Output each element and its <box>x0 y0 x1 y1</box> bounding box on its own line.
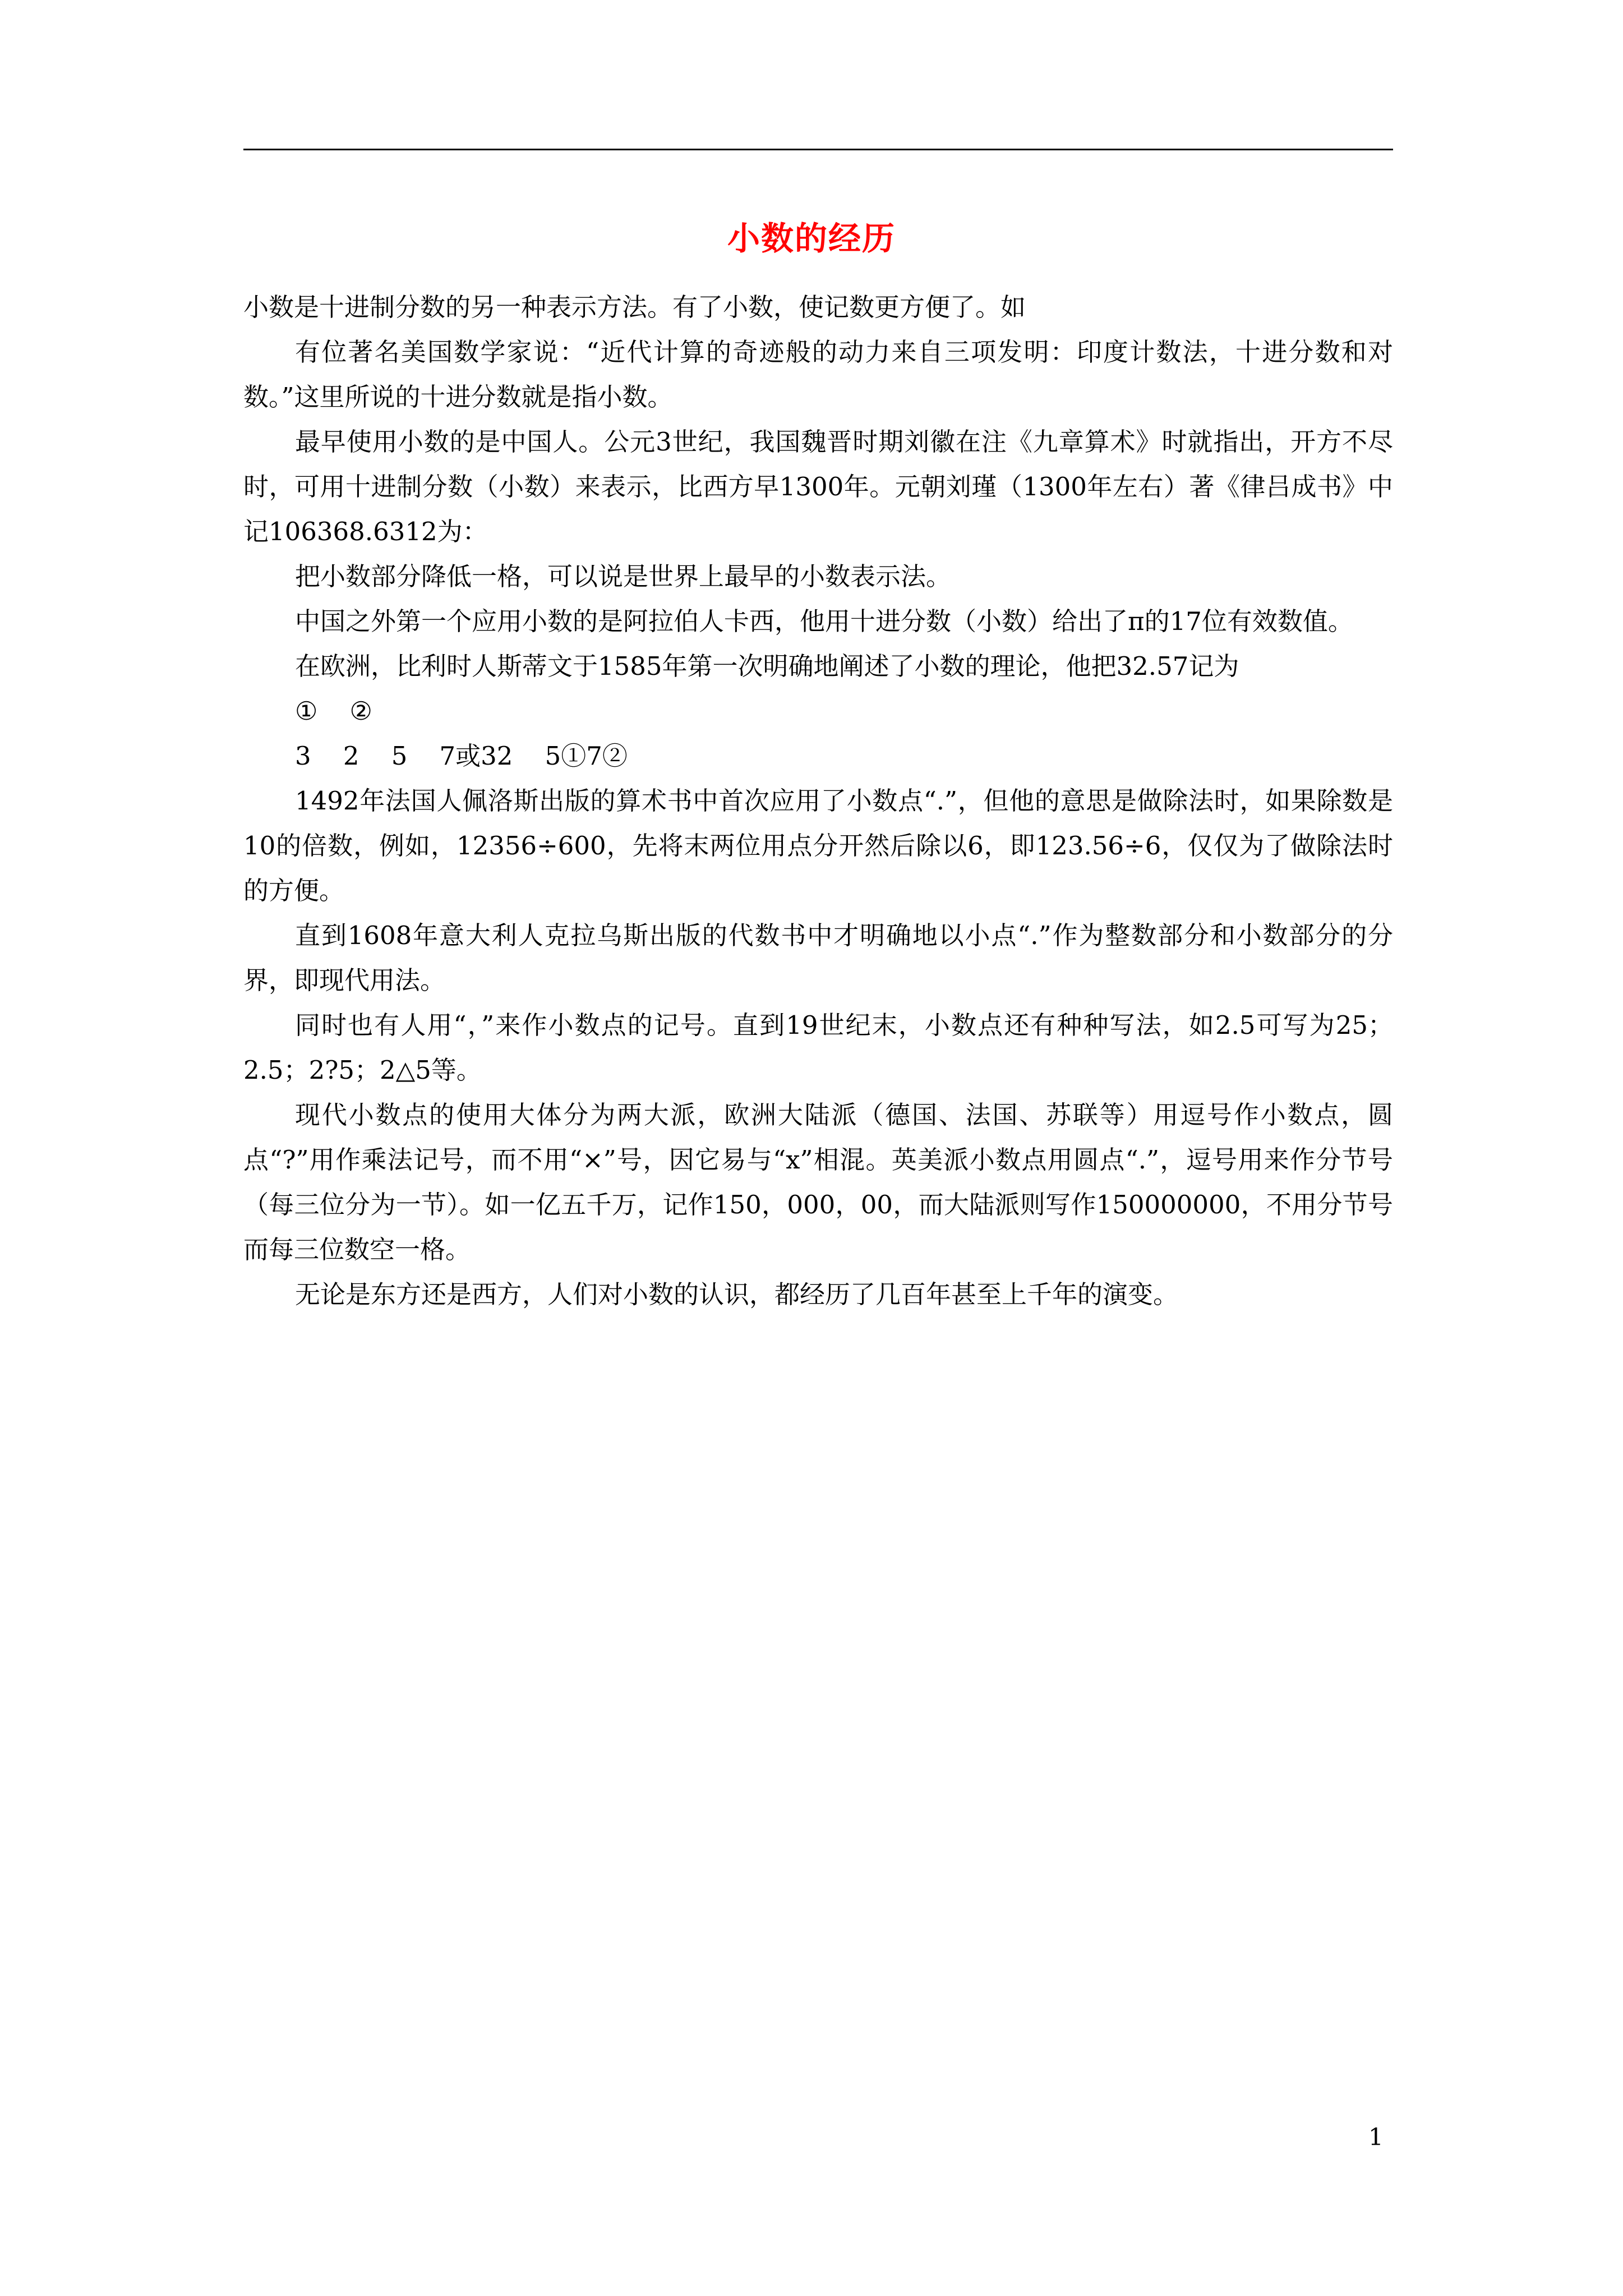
paragraph-kashi: 中国之外第一个应用小数的是阿拉伯人卡西，他用十进分数（小数）给出了π的17位有效数值。 <box>295 606 1353 636</box>
header-rule <box>243 149 1393 150</box>
paragraph-comma: 同时也有人用“，”来作小数点的记号。直到19世纪末，小数点还有种种写法，如2.5可写为25；2.5；2?5；2△5等。 <box>243 1010 1393 1085</box>
paragraph-conclusion: 无论是东方还是西方，人们对小数的认识，都经历了几百年甚至上千年的演变。 <box>295 1280 1179 1309</box>
paragraph-clavius: 直到1608年意大利人克拉乌斯出版的代数书中才明确地以小点“.”作为整数部分和小数部分的分界，即现代用法。 <box>243 921 1393 995</box>
page-number: 1 <box>1368 2123 1384 2151</box>
stevin-notation-marks: ① ② <box>295 696 372 726</box>
stevin-notation-digits: 3 2 5 7或32 5①7② <box>295 741 628 771</box>
paragraph-quote: 有位著名美国数学家说：“近代计算的奇迹般的动力来自三项发明：印度计数法，十进分数和对数。”这里所说的十进分数就是指小数。 <box>243 337 1393 412</box>
document-body <box>243 285 1393 1317</box>
paragraph-stevin: 在欧洲，比利时人斯蒂文于1585年第一次明确地阐述了小数的理论，他把32.57记为 <box>295 651 1239 681</box>
paragraph-pellos: 1492年法国人佩洛斯出版的算术书中首次应用了小数点“.”，但他的意思是做除法时，如果除数是10的倍数，例如，12356÷600，先将末两位用点分开然后除以6，即123.56÷6，仅仅为了做除法时的方便。 <box>243 786 1393 905</box>
paragraph-intro: 小数是十进制分数的另一种表示方法。有了小数，使记数更方便了。如 <box>243 292 1026 322</box>
paragraph-china: 最早使用小数的是中国人。公元3世纪，我国魏晋时期刘徽在注《九章算术》时就指出，开方不尽时，可用十进制分数（小数）来表示，比西方早1300年。元朝刘瑾（1300年左右）著《律吕成书》中记106368.6312为： <box>243 427 1393 546</box>
document-title: 小数的经历 <box>727 219 896 257</box>
paragraph-modern: 现代小数点的使用大体分为两大派，欧洲大陆派（德国、法国、苏联等）用逗号作小数点，圆点“?”用作乘法记号，而不用“×”号，因它易与“x”相混。英美派小数点用圆点“.”，逗号用来作分节号（每三位分为一节）。如一亿五千万，记作150，000，00，而大陆派则写作150000000，不用分节号而每三位数空一格。 <box>243 1100 1393 1264</box>
paragraph-notation: 把小数部分降低一格，可以说是世界上最早的小数表示法。 <box>295 562 952 591</box>
